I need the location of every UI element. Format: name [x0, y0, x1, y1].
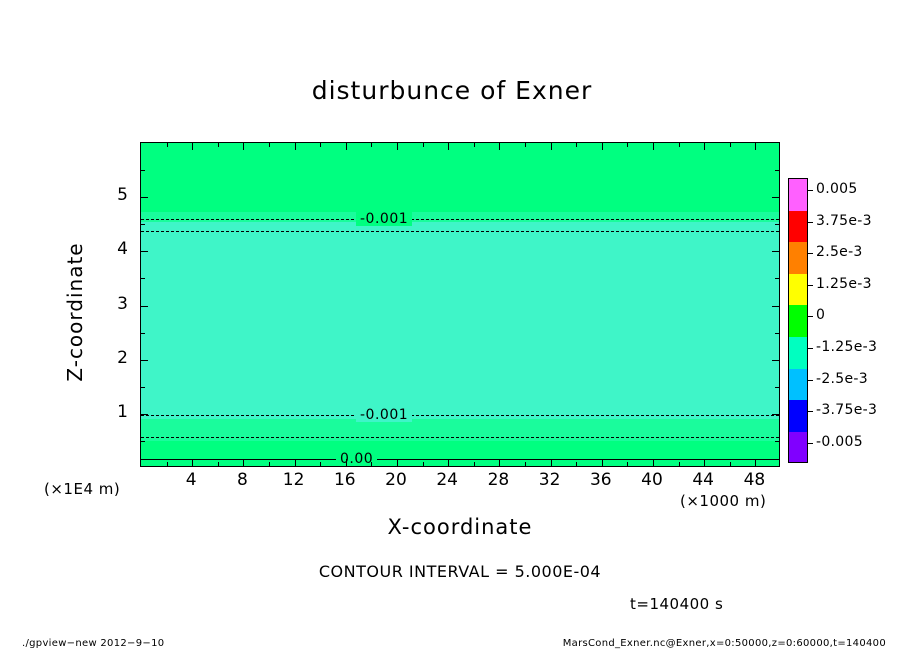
x-tick-48 — [755, 459, 756, 466]
y-minor-15 — [141, 387, 145, 388]
y-minor-right-25 — [775, 333, 779, 334]
x-minor-18 — [371, 462, 372, 466]
y-tick-2 — [141, 360, 148, 361]
y-minor-25 — [141, 333, 145, 334]
y-tick-5 — [141, 197, 148, 198]
x-minor-2 — [167, 462, 168, 466]
x-minor-top-34 — [576, 143, 577, 147]
contour-line-upper-minus0001 — [141, 219, 779, 220]
y-axis-title: Z-coordinate — [63, 242, 87, 382]
y-tick-4 — [141, 251, 148, 252]
x-tick-top-16 — [346, 143, 347, 150]
x-minor-46 — [730, 462, 731, 466]
contour-line-zero — [141, 459, 779, 460]
colorbar-tick-6 — [808, 380, 813, 381]
x-tick-label-20: 20 — [385, 470, 407, 490]
y-minor-right-35 — [775, 278, 779, 279]
x-minor-34 — [576, 462, 577, 466]
x-axis-units: (×1000 m) — [680, 492, 767, 510]
x-minor-38 — [627, 462, 628, 466]
y-minor-right-15 — [775, 387, 779, 388]
time-label: t=140400 s — [630, 595, 724, 613]
x-tick-32 — [551, 459, 552, 466]
colorbar-cell-3 — [789, 274, 807, 306]
colorbar-cell-4 — [789, 305, 807, 337]
colorbar-label-1: 3.75e-3 — [816, 212, 872, 229]
colorbar-tick-8 — [808, 443, 813, 444]
contour-label-upper: -0.001 — [356, 212, 412, 226]
x-tick-28 — [499, 459, 500, 466]
colorbar-cell-7 — [789, 400, 807, 432]
plot-area — [140, 142, 780, 467]
x-tick-label-4: 4 — [185, 470, 197, 490]
x-tick-top-28 — [499, 143, 500, 150]
x-tick-label-28: 28 — [487, 470, 510, 490]
x-minor-14 — [320, 462, 321, 466]
colorbar-label-8: -0.005 — [816, 433, 863, 450]
footer-left-text: ./gpview−new 2012−9−10 — [22, 638, 165, 649]
y-tick-label-4: 4 — [117, 239, 128, 260]
x-minor-10 — [269, 462, 270, 466]
y-tick-right-5 — [772, 197, 779, 198]
x-minor-6 — [218, 462, 219, 466]
x-minor-22 — [423, 462, 424, 466]
field-band-core — [141, 222, 779, 419]
colorbar-cell-5 — [789, 337, 807, 369]
colorbar-label-4: 0 — [816, 307, 826, 324]
y-minor-35 — [141, 278, 145, 279]
x-minor-top-22 — [423, 143, 424, 147]
y-tick-label-3: 3 — [117, 293, 128, 314]
x-tick-top-36 — [602, 143, 603, 150]
colorbar-cell-0 — [789, 179, 807, 211]
colorbar-label-6: -2.5e-3 — [816, 370, 868, 387]
y-minor-05 — [141, 441, 145, 442]
y-tick-3 — [141, 306, 148, 307]
x-minor-top-6 — [218, 143, 219, 147]
x-tick-label-12: 12 — [282, 470, 305, 490]
colorbar — [788, 178, 808, 463]
field-band-bottom-zero — [141, 441, 779, 467]
colorbar-cell-2 — [789, 242, 807, 274]
x-tick-8 — [243, 459, 244, 466]
page-title: disturbunce of Exner — [311, 76, 593, 105]
x-minor-top-10 — [269, 143, 270, 147]
x-tick-top-32 — [551, 143, 552, 150]
contour-line-upper-minus00005 — [141, 231, 779, 232]
y-minor-right-45 — [775, 224, 779, 225]
footer-right-text: MarsCond_Exner.nc@Exner,x=0:50000,z=0:60000,t=140400 — [562, 638, 886, 649]
x-tick-12 — [295, 459, 296, 466]
contour-label-zero: 0.00 — [336, 452, 377, 466]
x-tick-label-36: 36 — [589, 470, 612, 490]
colorbar-label-2: 2.5e-3 — [816, 244, 863, 261]
x-tick-16 — [346, 459, 347, 466]
x-axis-title: X-coordinate — [387, 515, 533, 539]
colorbar-tick-5 — [808, 348, 813, 349]
x-tick-44 — [704, 459, 705, 466]
colorbar-tick-1 — [808, 222, 813, 223]
x-tick-label-44: 44 — [692, 470, 714, 490]
colorbar-cell-6 — [789, 369, 807, 401]
y-minor-55 — [141, 170, 145, 171]
x-minor-42 — [679, 462, 680, 466]
colorbar-cell-1 — [789, 211, 807, 243]
x-minor-top-30 — [525, 143, 526, 147]
colorbar-tick-3 — [808, 285, 813, 286]
x-minor-top-2 — [167, 143, 168, 147]
y-minor-45 — [141, 224, 145, 225]
y-tick-label-2: 2 — [117, 347, 128, 368]
contour-line-lower-minus00005 — [141, 437, 779, 438]
x-minor-top-42 — [679, 143, 680, 147]
x-tick-24 — [448, 459, 449, 466]
colorbar-tick-0 — [808, 190, 813, 191]
colorbar-cell-8 — [789, 432, 807, 463]
x-tick-label-48: 48 — [743, 470, 766, 490]
contour-interval-label: CONTOUR INTERVAL = 5.000E-04 — [318, 562, 602, 581]
contour-label-lower: -0.001 — [356, 408, 412, 422]
colorbar-tick-4 — [808, 316, 813, 317]
y-minor-right-05 — [775, 441, 779, 442]
colorbar-label-7: -3.75e-3 — [816, 402, 878, 419]
x-tick-top-24 — [448, 143, 449, 150]
y-tick-right-4 — [772, 251, 779, 252]
colorbar-tick-7 — [808, 411, 813, 412]
x-tick-label-40: 40 — [641, 470, 663, 490]
y-tick-label-1: 1 — [117, 401, 128, 422]
x-minor-top-26 — [474, 143, 475, 147]
x-tick-label-8: 8 — [236, 470, 248, 490]
y-axis-units: (×1E4 m) — [44, 480, 121, 498]
field-band-top-zero — [141, 143, 779, 212]
contour-line-lower-minus0001 — [141, 415, 779, 416]
x-minor-30 — [525, 462, 526, 466]
x-tick-label-32: 32 — [538, 470, 561, 490]
y-tick-right-1 — [772, 414, 779, 415]
x-minor-top-38 — [627, 143, 628, 147]
x-minor-top-46 — [730, 143, 731, 147]
x-tick-top-12 — [295, 143, 296, 150]
y-tick-right-3 — [772, 306, 779, 307]
y-tick-1 — [141, 414, 148, 415]
x-tick-label-16: 16 — [333, 470, 356, 490]
x-tick-4 — [192, 459, 193, 466]
colorbar-label-3: 1.25e-3 — [816, 275, 872, 292]
x-tick-label-24: 24 — [436, 470, 458, 490]
x-tick-top-44 — [704, 143, 705, 150]
x-tick-36 — [602, 459, 603, 466]
y-tick-right-2 — [772, 360, 779, 361]
field-band-upper-mid — [141, 212, 779, 222]
y-minor-right-55 — [775, 170, 779, 171]
x-minor-top-14 — [320, 143, 321, 147]
x-tick-top-20 — [397, 143, 398, 150]
x-tick-20 — [397, 459, 398, 466]
x-minor-top-18 — [371, 143, 372, 147]
x-tick-top-8 — [243, 143, 244, 150]
colorbar-tick-2 — [808, 253, 813, 254]
colorbar-label-0: 0.005 — [816, 181, 858, 197]
x-tick-top-40 — [653, 143, 654, 150]
colorbar-label-5: -1.25e-3 — [816, 339, 878, 355]
x-tick-40 — [653, 459, 654, 466]
x-minor-26 — [474, 462, 475, 466]
x-tick-top-4 — [192, 143, 193, 150]
y-tick-label-5: 5 — [117, 185, 128, 206]
x-tick-top-48 — [755, 143, 756, 150]
